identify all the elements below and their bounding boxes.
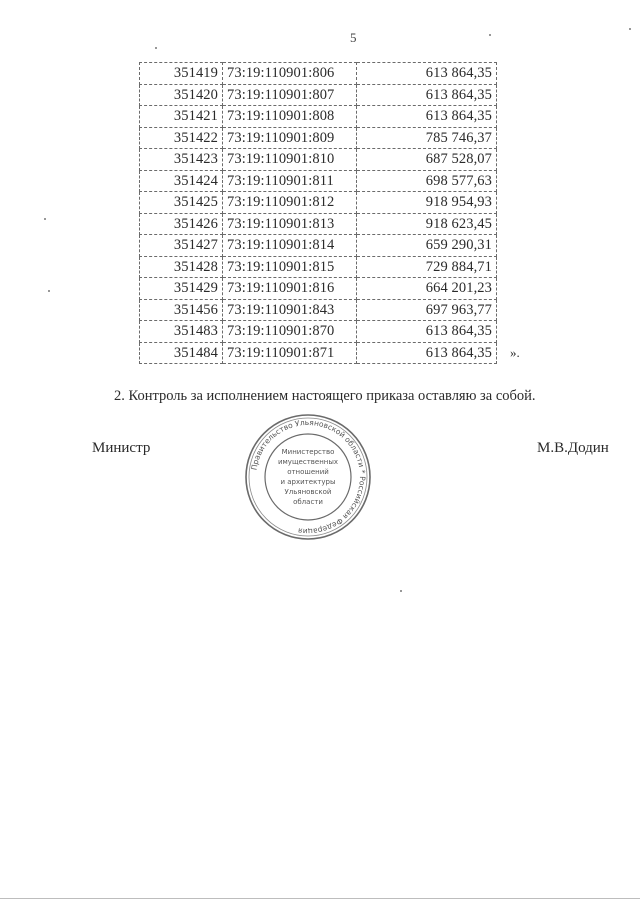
cadastral-number-cell: 73:19:110901:807: [223, 84, 357, 106]
closing-quote: ».: [510, 345, 520, 360]
table-row: [140, 63, 497, 85]
scan-speck: [629, 28, 631, 30]
table-row: [140, 127, 497, 149]
table-row: [140, 321, 497, 343]
row-number-cell: 351419: [140, 63, 223, 85]
value-cell: 664 201,23: [357, 278, 497, 300]
cadastral-number-cell: 73:19:110901:810: [223, 149, 357, 171]
row-number-cell: 351424: [140, 170, 223, 192]
scan-speck: [155, 47, 157, 49]
row-number-cell: 351421: [140, 106, 223, 128]
svg-text:отношений: отношений: [287, 468, 329, 476]
value-cell: 613 864,35: [357, 321, 497, 343]
table-row: [140, 192, 497, 214]
stamp-outer-text: Правительство Ульяновской области * Российская Федерация: [249, 417, 368, 537]
table-row: [140, 84, 497, 106]
value-cell: 697 963,77: [357, 299, 497, 321]
row-number-cell: 351484: [140, 342, 223, 364]
value-cell: 918 954,93: [357, 192, 497, 214]
value-cell: 687 528,07: [357, 149, 497, 171]
row-number-cell: 351427: [140, 235, 223, 257]
value-cell: 729 884,71: [357, 256, 497, 278]
cadastral-number-cell: 73:19:110901:814: [223, 235, 357, 257]
row-number-cell: 351425: [140, 192, 223, 214]
cadastral-number-cell: 73:19:110901:843: [223, 299, 357, 321]
svg-text:имущественных: имущественных: [277, 458, 339, 466]
value-cell: 785 746,37: [357, 127, 497, 149]
value-cell: 613 864,35: [357, 84, 497, 106]
scan-speck: [44, 218, 46, 220]
svg-text:области: области: [293, 498, 323, 506]
scan-edge-line: [0, 898, 640, 899]
svg-text:Ульяновской: Ульяновской: [284, 488, 332, 496]
cadastral-number-cell: 73:19:110901:808: [223, 106, 357, 128]
table-row: [140, 149, 497, 171]
row-number-cell: 351426: [140, 213, 223, 235]
paragraph-2: 2. Контроль за исполнением настоящего приказа оставляю за собой.: [114, 388, 536, 404]
cadastral-number-cell: 73:19:110901:870: [223, 321, 357, 343]
value-cell: 918 623,45: [357, 213, 497, 235]
row-number-cell: 351429: [140, 278, 223, 300]
scan-speck: [489, 34, 491, 36]
cadastral-number-cell: 73:19:110901:806: [223, 63, 357, 85]
scan-speck: [400, 590, 402, 592]
row-number-cell: 351456: [140, 299, 223, 321]
data-table: [139, 62, 497, 364]
cadastral-number-cell: 73:19:110901:871: [223, 342, 357, 364]
row-number-cell: 351483: [140, 321, 223, 343]
cadastral-number-cell: 73:19:110901:812: [223, 192, 357, 214]
cadastral-number-cell: 73:19:110901:809: [223, 127, 357, 149]
table-row: [140, 299, 497, 321]
row-number-cell: 351423: [140, 149, 223, 171]
table-row: [140, 256, 497, 278]
value-cell: 659 290,31: [357, 235, 497, 257]
table-row: [140, 235, 497, 257]
page-number: 5: [350, 30, 357, 45]
svg-text:и архитектуры: и архитектуры: [280, 478, 336, 486]
row-number-cell: 351420: [140, 84, 223, 106]
official-seal-stamp: [243, 412, 373, 542]
cadastral-number-cell: 73:19:110901:813: [223, 213, 357, 235]
svg-text:Правительство Ульяновской обла: [249, 418, 367, 536]
table-row: [140, 106, 497, 128]
table-body: [140, 63, 497, 364]
value-cell: 613 864,35: [357, 106, 497, 128]
row-number-cell: 351428: [140, 256, 223, 278]
signer-name: М.В.Додин: [537, 440, 609, 456]
value-cell: 613 864,35: [357, 342, 497, 364]
value-cell: 698 577,63: [357, 170, 497, 192]
scan-speck: [48, 290, 50, 292]
table-row: [140, 170, 497, 192]
cadastral-number-cell: 73:19:110901:811: [223, 170, 357, 192]
signer-position: Министр: [92, 440, 151, 456]
table-row: [140, 342, 497, 364]
cadastral-number-cell: 73:19:110901:816: [223, 278, 357, 300]
table-row: [140, 213, 497, 235]
row-number-cell: 351422: [140, 127, 223, 149]
table-row: [140, 278, 497, 300]
value-cell: 613 864,35: [357, 63, 497, 85]
cadastral-number-cell: 73:19:110901:815: [223, 256, 357, 278]
svg-text:Министерство: Министерство: [281, 448, 335, 456]
stamp-inner-text: [278, 448, 338, 506]
